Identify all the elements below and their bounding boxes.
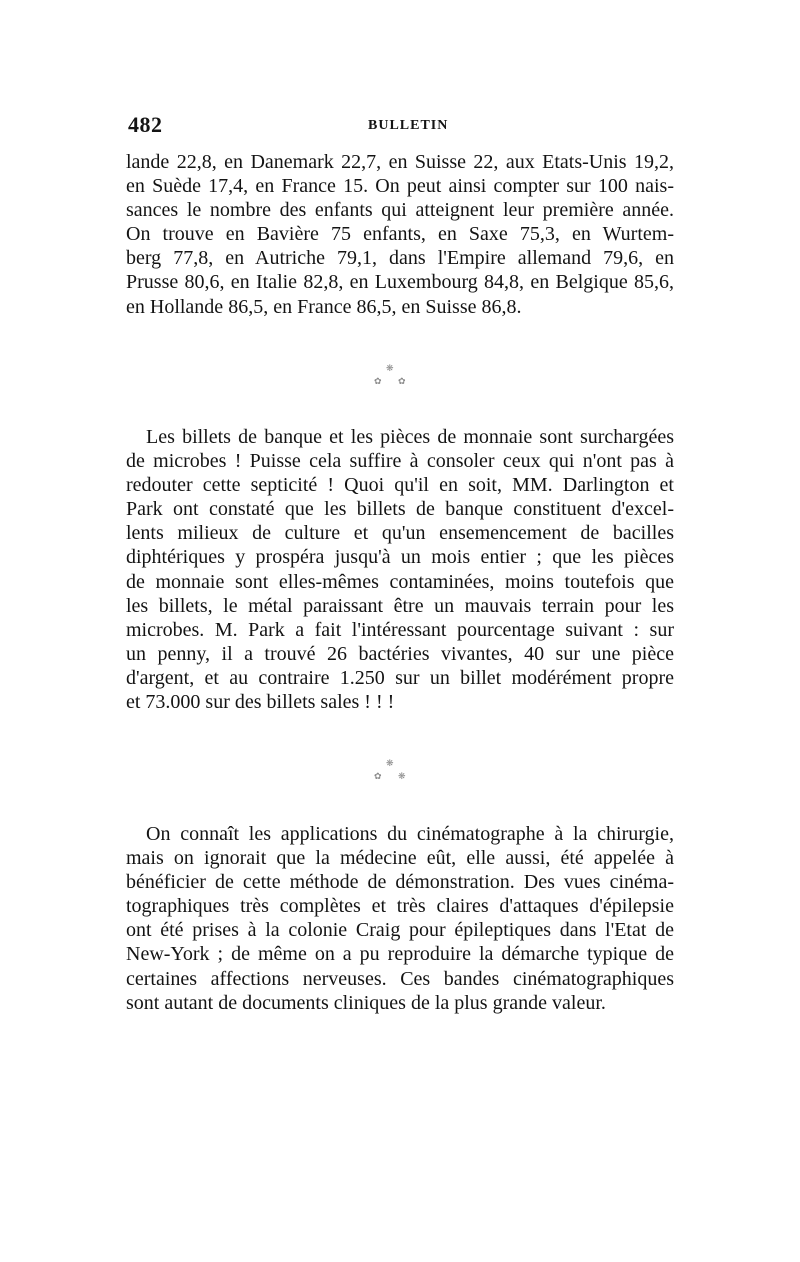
paragraph-birth-statistics <box>126 150 674 319</box>
text-line: tographiques très complètes et très claires d'attaques d'épilepsie <box>126 895 674 918</box>
text-line: sont autant de documents cliniques de la plus grande valeur. <box>126 991 606 1014</box>
text-line: ont été prises à la colonie Craig pour épileptiques dans l'Etat de <box>126 919 674 942</box>
text-line: berg 77,8, en Autriche 79,1, dans l'Empire allemand 79,6, en <box>126 247 674 270</box>
ornament-glyph: ✿ <box>398 377 406 387</box>
section-separator-ornament <box>370 760 410 788</box>
text-line: et 73.000 sur des billets sales ! ! ! <box>126 691 395 714</box>
text-line: lents milieux de culture et qu'un ensemencement de bacilles <box>126 522 674 545</box>
text-line: sances le nombre des enfants qui atteignent leur première année. <box>126 199 674 222</box>
text-line: d'argent, et au contraire 1.250 sur un billet modérément propre <box>126 666 674 689</box>
text-line: On connaît les applications du cinématographe à la chirurgie, <box>146 823 674 845</box>
paragraph-banknote-microbes <box>126 425 674 714</box>
text-line: redouter cette septicité ! Quoi qu'il en soit, MM. Darlington et <box>126 474 674 497</box>
text-line: en Hollande 86,5, en France 86,5, en Suisse 86,8. <box>126 295 522 318</box>
paragraph-cinematograph <box>126 822 674 1015</box>
text-line: un penny, il a trouvé 26 bactéries vivantes, 40 sur une pièce <box>126 642 674 665</box>
section-separator-ornament <box>370 365 410 393</box>
text-line: On trouve en Bavière 75 enfants, en Saxe 75,3, en Wurtem- <box>126 223 674 246</box>
ornament-glyph: ❋ <box>386 364 394 374</box>
page-header <box>128 112 673 142</box>
running-head: BULLETIN <box>368 118 449 133</box>
text-line: de monnaie sont elles-mêmes contaminées, moins toutefois que <box>126 570 674 593</box>
text-line: microbes. M. Park a fait l'intéressant pourcentage suivant : sur <box>126 618 674 641</box>
ornament-glyph: ✿ <box>374 772 382 782</box>
text-line: Les billets de banque et les pièces de monnaie sont surchargées <box>146 426 674 448</box>
text-line: certaines affections nerveuses. Ces bandes cinématographiques <box>126 967 674 990</box>
ornament-glyph: ✿ <box>374 377 382 387</box>
text-line: Park ont constaté que les billets de banque constituent d'excel- <box>126 498 674 521</box>
page-number: 482 <box>128 112 163 137</box>
text-line: les billets, le métal paraissant être un mauvais terrain pour les <box>126 594 674 617</box>
text-line: en Suède 17,4, en France 15. On peut ainsi compter sur 100 nais- <box>126 175 674 198</box>
text-line: bénéficier de cette méthode de démonstration. Des vues cinéma- <box>126 871 674 894</box>
text-line: New-York ; de même on a pu reproduire la démarche typique de <box>126 943 674 966</box>
text-line: Prusse 80,6, en Italie 82,8, en Luxembourg 84,8, en Belgique 85,6, <box>126 271 674 294</box>
text-line: lande 22,8, en Danemark 22,7, en Suisse 22, aux Etats-Unis 19,2, <box>126 151 674 173</box>
ornament-glyph: ❋ <box>398 772 406 782</box>
ornament-glyph: ❋ <box>386 759 394 769</box>
text-line: diphtériques y prospéra jusqu'à un mois entier ; que les pièces <box>126 546 674 569</box>
text-line: mais on ignorait que la médecine eût, elle aussi, été appelée à <box>126 847 674 870</box>
text-line: de microbes ! Puisse cela suffire à consoler ceux qui n'ont pas à <box>126 450 674 473</box>
